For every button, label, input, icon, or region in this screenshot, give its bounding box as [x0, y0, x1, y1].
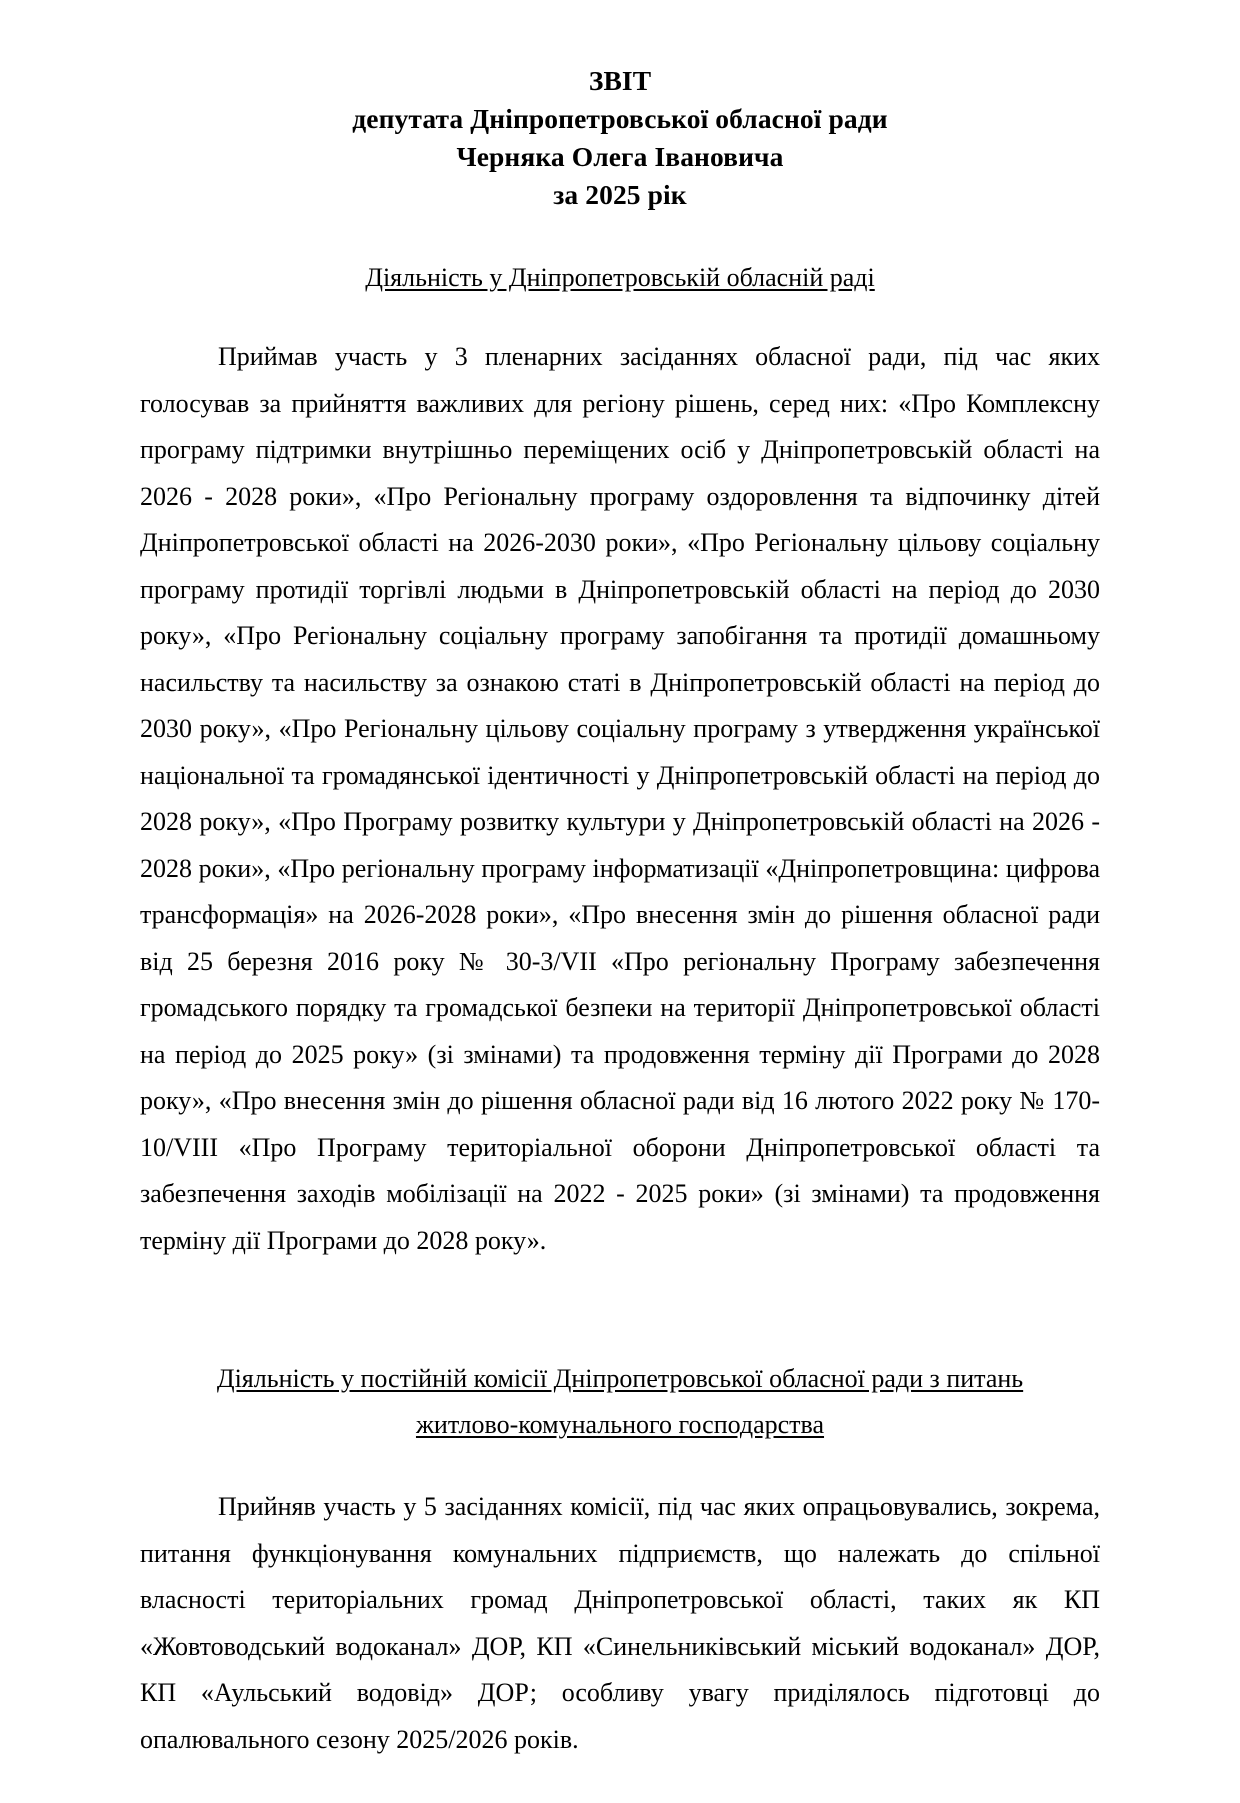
title-line-2: депутата Дніпропетровської обласної ради	[352, 103, 888, 134]
section-heading-council-activity-text: Діяльність у Дніпропетровській обласній раді	[365, 263, 875, 292]
section-heading-committee-line-2: житлово-комунального господарства	[415, 1410, 825, 1439]
title-line-3: Черняка Олега Івановича	[456, 141, 784, 172]
section-heading-council-activity	[140, 258, 1100, 298]
title-line-1: ЗВІТ	[588, 65, 652, 96]
title-line-4: за 2025 рік	[553, 179, 687, 210]
document-title	[140, 62, 1100, 214]
paragraph-council-activity: Приймав участь у 3 пленарних засіданнях обласної ради, під час яких голосував за прийняття важливих для регіону рішень, серед них: «Про Комплексну програму підтримки внутрішньо переміщених осіб у Дніпропетровській області на 2026 - 2028 роки», «Про Регіональну програму оздоровлення та відпочинку дітей Дніпропетровської області на 2026-2030 роки», «Про Регіональну цільову соціальну програму протидії торгівлі людьми в Дніпропетровській області на період до 2030 року», «Про Регіональну соціальну програму запобігання та протидії домашньому насильству та насильству за ознакою статі в Дніпропетровській області на період до 2030 року», «Про Регіональну цільову соціальну програму з утвердження української національної та громадянської ідентичності у Дніпропетровській області на період до 2028 року», «Про Програму розвитку культури у Дніпропетровській області на 2026 - 2028 роки», «Про регіональну програму інформатизації «Дніпропетровщина: цифрова трансформація» на 2026-2028 роки», «Про внесення змін до рішення обласної ради від 25 березня 2016 року № 30-3/VII «Про регіональну Програму забезпечення громадського порядку та громадської безпеки на території Дніпропетровської області на період до 2025 року» (зі змінами) та продовження терміну дії Програми до 2028 року», «Про внесення змін до рішення обласної ради від 16 лютого 2022 року № 170-10/VIII «Про Програму територіальної оборони Дніпропетровської області та забезпечення заходів мобілізації на 2022 - 2025 роки» (зі змінами) та продовження терміну дії Програми до 2028 року».	[140, 342, 1100, 1255]
paragraph-committee-activity: Прийняв участь у 5 засіданнях комісії, під час яких опрацьовувались, зокрема, питання функціонування комунальних підприємств, що належать до спільної власності територіальних громад Дніпропетровської області, таких як КП «Жовтоводський водоканал» ДОР, КП «Синельниківський міський водоканал» ДОР, КП «Аульський водовід» ДОР; особливу увагу приділялось підготовці до опалювального сезону 2025/2026 років.	[140, 1492, 1100, 1754]
section-heading-committee-activity	[140, 1356, 1100, 1448]
section-heading-committee-line-1: Діяльність у постійній комісії Дніпропетровської обласної ради з питань	[216, 1364, 1024, 1393]
